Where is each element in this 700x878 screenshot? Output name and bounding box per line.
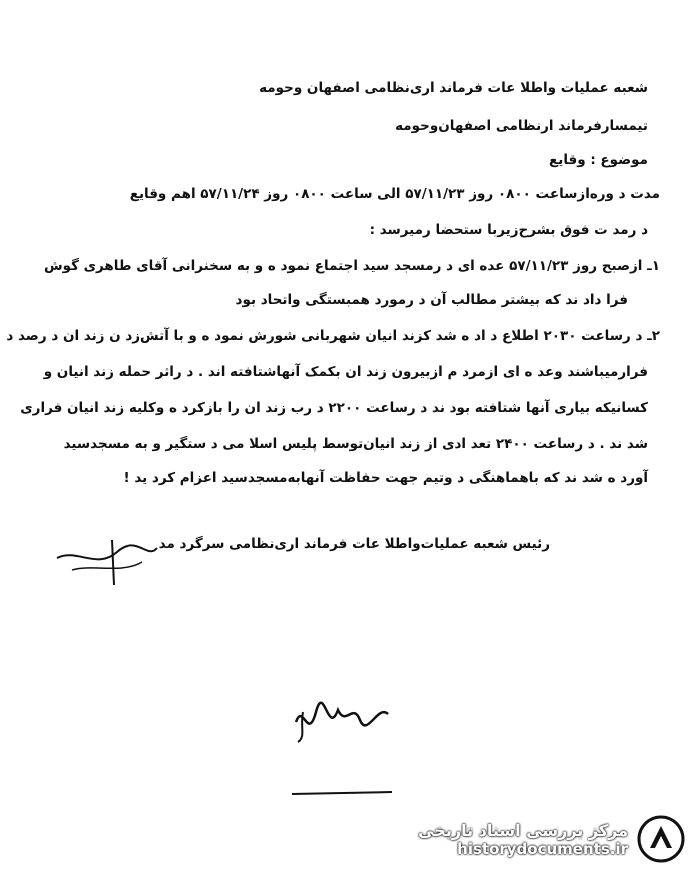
header-line-1: شعبه عملیات واطلا عات فرماند اری‌نظامی اصفهان وحومه [259, 80, 648, 96]
item-2-line-3: کسانیکه بیاری آنها شتافته بود ند د رساعت ۲۲۰۰ د رب زند ان را بازکرد ه وکلیه زند انیان فراری [20, 400, 648, 416]
item-1-line-2: فرا داد ند که بیشتر مطالب آن د رمورد همبستگی واتحاد بود [235, 292, 628, 308]
item-2-line-2: فرارمیباشند وعد ه ای ازمرد م ازبیرون زند ان بکمک آنهاشتافته اند . د راثر حمله زند انیان و [43, 364, 648, 380]
intro-line: د رمد ت فوق بشرح‌زیربا ستحضا رمیرسد : [369, 222, 648, 238]
period-line: مدت د وره‌ازساعت ۰۸۰۰ روز ۵۷/۱۱/۲۳ الی ساعت ۰۸۰۰ روز ۵۷/۱۱/۲۴ اهم وقایع [129, 186, 660, 202]
item-2-line-5: آورد ه شد ند که باهماهنگی د وتیم جهت حفاظت آنهابه‌مسجدسید اعزام کرد ید ! [123, 470, 648, 486]
item-1-line-1: ۱ـ ازصبح روز ۵۷/۱۱/۲۳ عده ای د رمسجد سید اجتماع نمود ه و به سخنرانی آقای طاهری گوش [44, 258, 660, 274]
watermark-org-name: مرکز بررسی اسناد تاریخی [418, 820, 628, 840]
watermark-logo [396, 808, 686, 870]
subject-line: موضوع : وقایع [549, 152, 648, 168]
signer-line: رئیس شعبه عملیات‌واطلا عات فرماند اری‌نظامی سرگرد مد [158, 536, 550, 552]
item-2-line-4: شد ند . د رساعت ۲۴۰۰ تعد ادی از زند انیان‌توسط پلیس اسلا می د ستگیر و به مسجدسید [63, 436, 648, 452]
header-line-2: تیمسارفرماند ارنظامی اصفهان‌وحومه [395, 118, 648, 134]
signature-scribble-2 [288, 682, 398, 800]
signature-scribble-1 [52, 530, 162, 590]
emblem-icon [636, 814, 686, 864]
item-2-line-1: ۲ـ د رساعت ۲۰۳۰ اطلاع د اد ه شد کزند انیان شهربانی شورش نمود ه و با آتش‌زد ن زند ان د رصد د [6, 328, 660, 344]
watermark-url: historydocuments.ir [457, 839, 628, 858]
watermark-text [418, 821, 628, 858]
